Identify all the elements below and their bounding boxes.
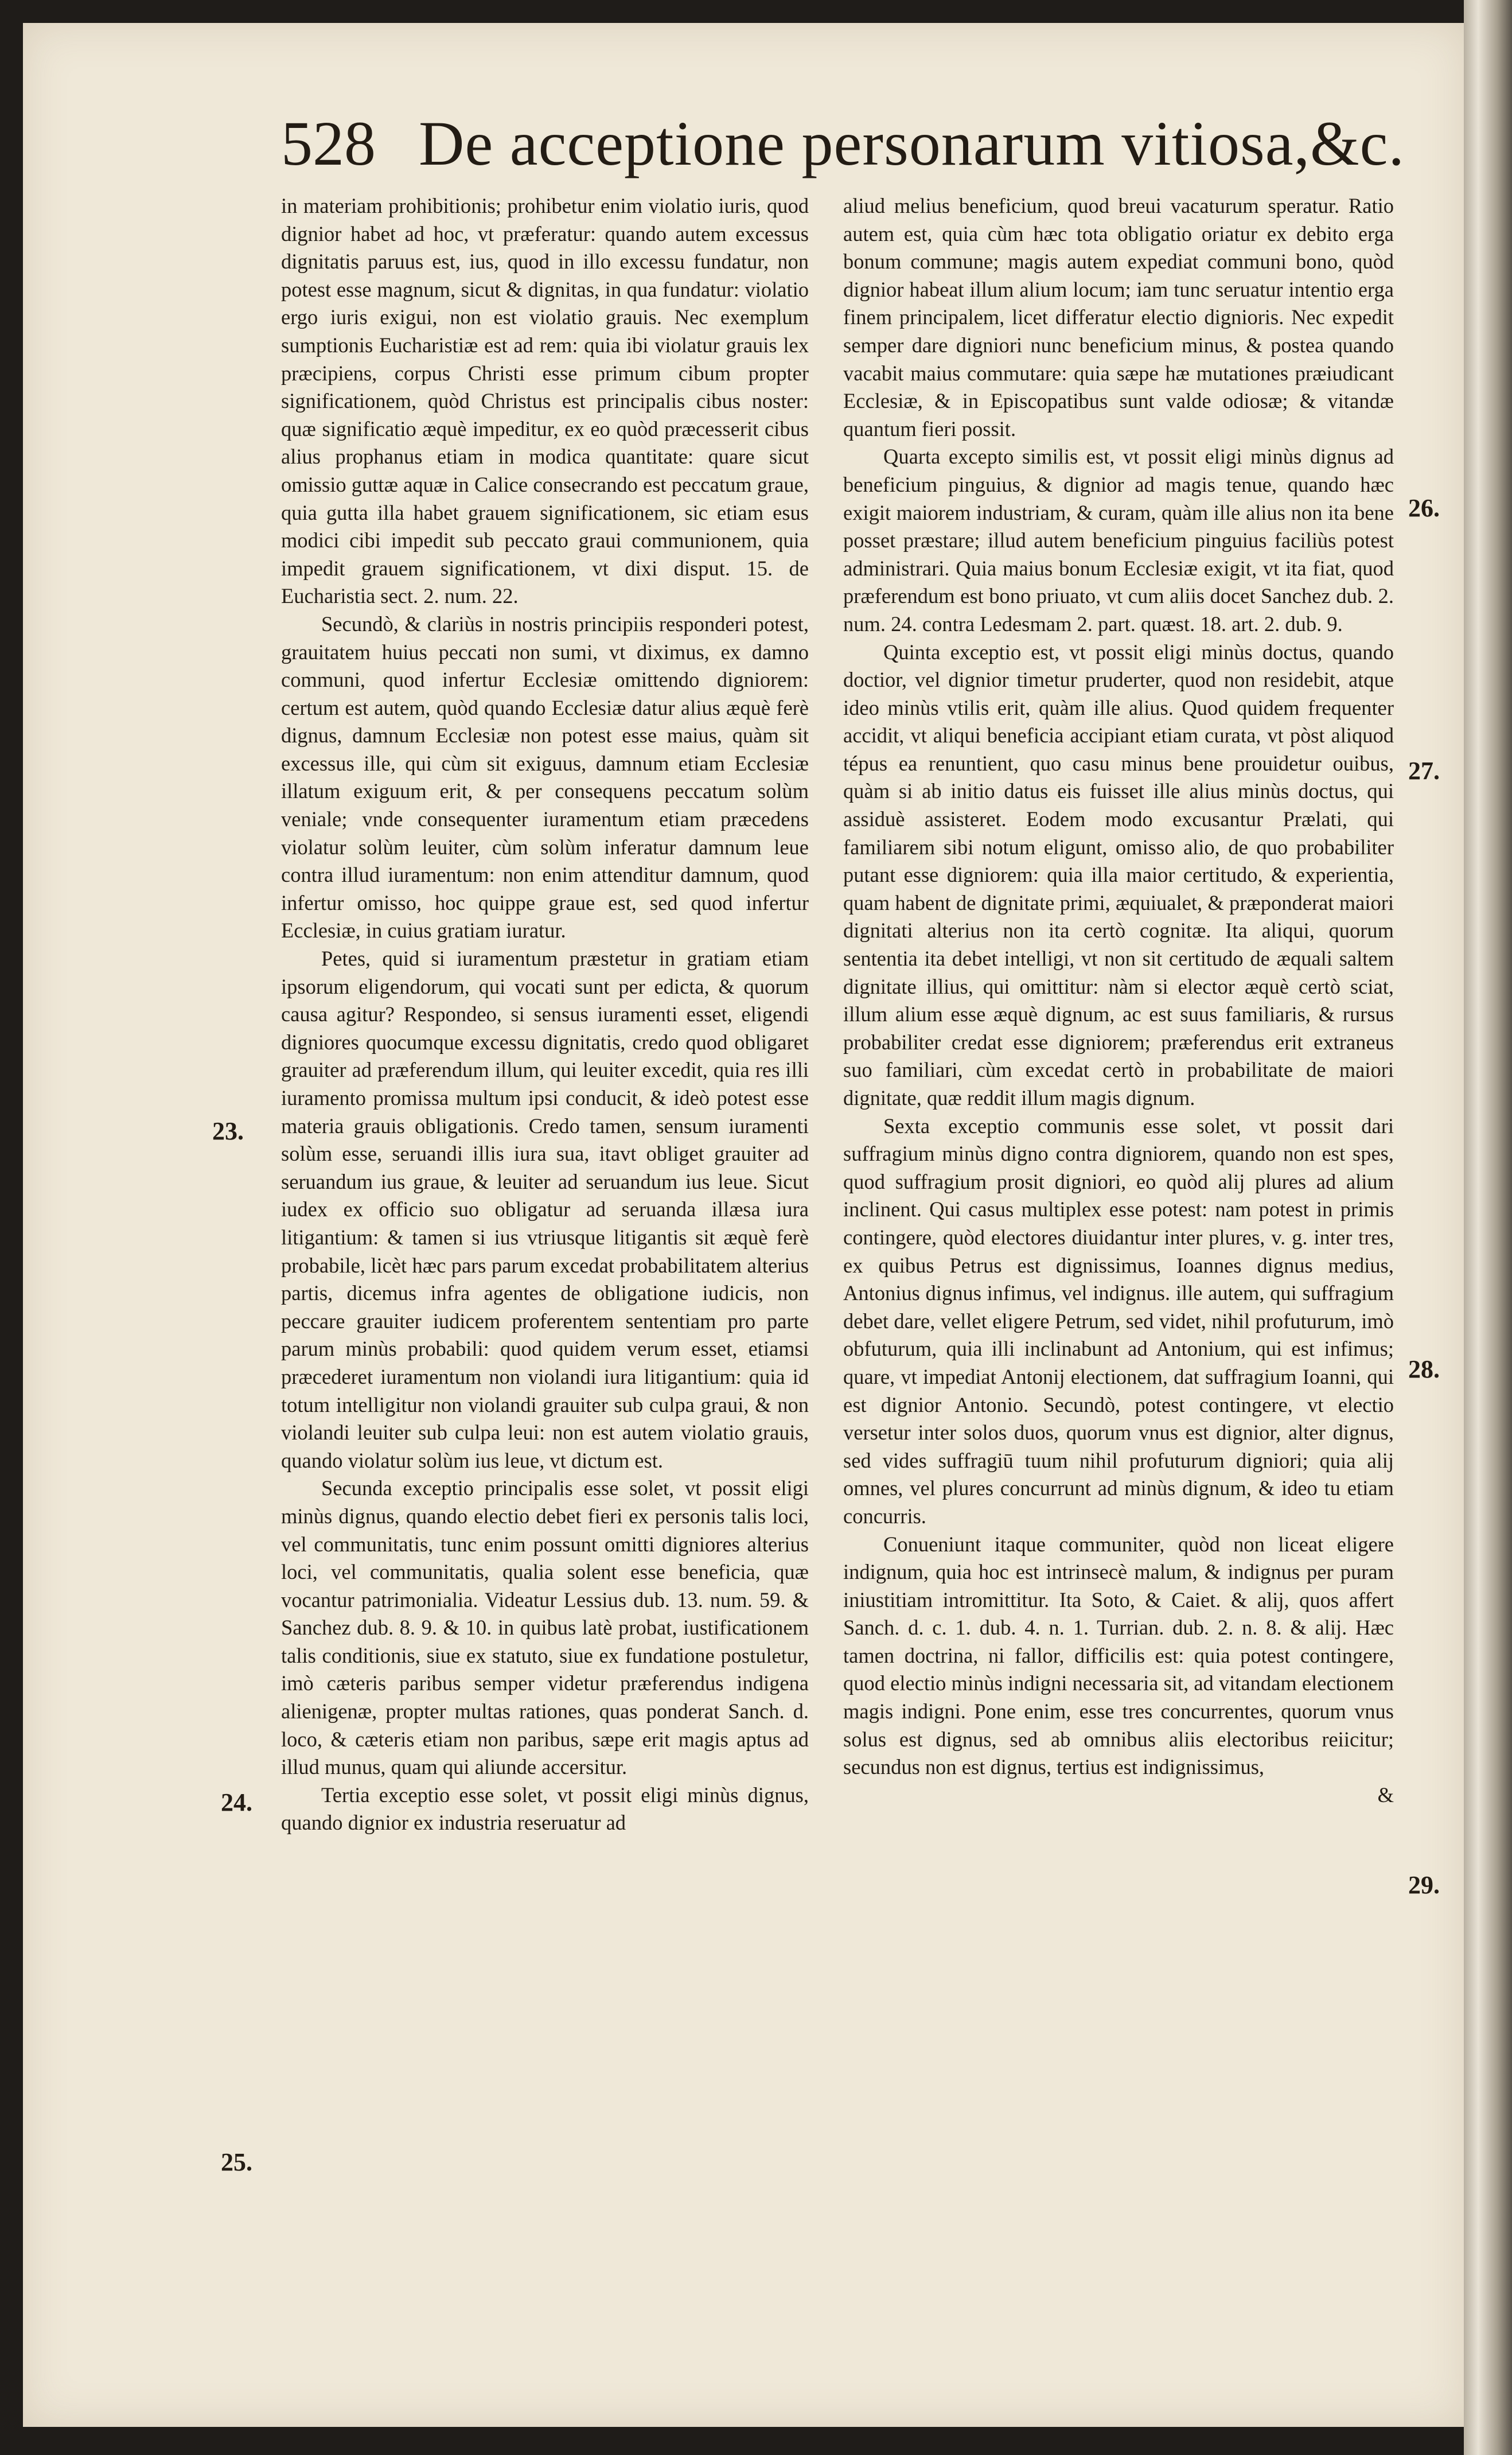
catchword: & bbox=[1377, 1783, 1394, 1807]
margin-number-29: 29. bbox=[1408, 1871, 1440, 1899]
right-paragraph-1: aliud melius beneficium, quod breui vacaturum speratur. Ratio autem est, quia cùm hæc tota obligatio oriatur ex debito erga bonum commune; magis autem expediat communi bono, quòd dignior habeat illum alium locum; iam tunc seruatur intentio erga finem principalem, licet differatur electio dignioris. Nec expedit semper dare digniori nunc beneficium minus, & postea quando vacabit maius commutare: quia sæpe hæ mutationes præiudicant Ecclesiæ, & in Episcopatibus sunt valde odiosæ; & vitandæ quantum fieri possit. bbox=[843, 194, 1394, 441]
left-paragraph-5: Tertia exceptio esse solet, vt possit eligi minùs dignus, quando dignior ex industria reseruatur ad bbox=[281, 1783, 809, 1835]
right-paragraph-2: Quarta excepto similis est, vt possit eligi minùs dignus ad beneficium pinguius, & dignior ad magis tenue, quando hæc exigit maiorem industriam, & curam, quàm ille alius non ita bene posset præstare; illud autem beneficium pinguius faciliùs potest administrari. Quia maius bonum Ecclesiæ exigit, vt ita fiat, quod præferendum est bono priuato, vt cum aliis docet Sanchez dub. 2. num. 24. contra Ledesmam 2. part. quæst. 18. art. 2. dub. 9. bbox=[843, 445, 1394, 636]
margin-number-24: 24. bbox=[221, 1788, 252, 1816]
margin-number-27: 27. bbox=[1408, 757, 1440, 785]
running-header bbox=[281, 103, 1405, 189]
margin-number-23: 23. bbox=[212, 1117, 244, 1145]
right-paragraph-5: Conueniunt itaque communiter, quòd non liceat eligere indignum, quia hoc est intrinsecè malum, & indignus per puram iniustitiam intromittitur. Ita Soto, & Caiet. & alij, quos affert Sanch. d. c. 1. dub. 4. n. 1. Turrian. dub. 2. n. 8. & alij. Hæc tamen doctrina, ni fallor, difficilis est: quia potest contingere, quod electio minùs indigni necessaria sit, ad vitandam electionem magis indigni. Pone enim, esse tres concurrentes, quorum vnus solus est dignus, sed ab omnibus aliis electoribus reiicitur; secundus non est dignus, tertius est indignissimus, bbox=[843, 1532, 1394, 1779]
running-title: De acceptione personarum vitiosa,&c. bbox=[419, 108, 1405, 178]
page-number: 528 bbox=[281, 108, 376, 178]
left-paragraph-4: Secunda exceptio principalis esse solet, vt possit eligi minùs dignus, quando electio debet fieri ex personis talis loci, vel communitatis, tunc enim possunt omitti digniores alterius loci, vel communitatis, qualia solent esse beneficia, quæ vocantur patrimonialia. Videatur Lessius dub. 13. num. 59. & Sanchez dub. 8. 9. & 10. in quibus latè probat, iustificationem talis conditionis, siue ex statuto, siue ex fundatione postuletur, imò cæteris paribus semper videtur præferendus indigena alienigenæ, propter multas rationes, quas ponderat Sanch. d. loco, & cæteris etiam non paribus, sæpe erit magis aptus ad illud munus, quam qui aliunde accersitur. bbox=[281, 1476, 809, 1779]
right-paragraph-4: Sexta exceptio communis esse solet, vt possit dari suffragium minùs digno contra digniorem, quando non est spes, quod suffragium prosit digniori, eo quòd alij plures ad alium inclinent. Qui casus multiplex esse potest: nam potest in primis contingere, quòd electores diuidantur inter plures, v. g. inter tres, ex quibus Petrus est dignissimus, Ioannes dignus medius, Antonius dignus infimus, vel indignus. ille autem, qui suffragium debet dare, vellet eligere Petrum, sed videt, nihil profuturum, imò obfuturum, quia illi inclinabunt ad Antonium, qui est infimus; quare, vt impediat Antonij electionem, dat suffragium Ioanni, qui est dignior Antonio. Secundò, potest contingere, vt electio versetur inter solos duos, quorum vnus est dignior, alter dignus, sed vides suffragiū tuum nihil profuturum digniori; quia alij omnes, vel plures concurrunt ad minùs dignum, & ideo tu etiam concurris. bbox=[843, 1114, 1394, 1528]
book-gutter bbox=[1464, 0, 1512, 2455]
left-paragraph-1: in materiam prohibitionis; prohibetur enim violatio iuris, quod dignior habet ad hoc, vt præferatur: quando autem excessus dignitatis paruus est, ius, quod in illo excessu fundatur, non potest esse magnum, sicut & dignitas, in qua fundatur: violatio ergo iuris exigui, non est violatio grauis. Nec exemplum sumptionis Eucharistiæ est ad rem: quia ibi violatur grauis lex præcipiens, corpus Christi esse primum cibum propter significationem, quòd Christus est principalis cibus noster: quæ significatio æquè impeditur, ex eo quòd præcesserit cibus alius prophanus etiam in modica quantitate: quare sicut omissio guttæ aquæ in Calice consecrando est peccatum graue, quia gutta illa habet grauem significationem, sic etiam esus modici cibi impedit sub peccato graui communionem, quia impedit grauem significationem, vt dixi disput. 15. de Eucharistia sect. 2. num. 22. bbox=[281, 194, 809, 608]
margin-number-28: 28. bbox=[1408, 1355, 1440, 1383]
margin-number-25: 25. bbox=[221, 2148, 252, 2176]
right-column bbox=[843, 192, 1394, 1809]
left-paragraph-3: Petes, quid si iuramentum præstetur in gratiam etiam ipsorum eligendorum, qui vocati sunt per edicta, & quorum causa agitur? Respondeo, si sensus iuramenti esset, eligendi digniores quocumque excessu dignitatis, credo quod obligaret grauiter ad præferendum illum, qui leuiter excedit, quia res illi iuramento promissa multum ipsi conducit, & ideò potest esse materia grauis obligationis. Credo tamen, sensum iuramenti solùm esse, seruandi illis iura sua, itavt obliget grauiter ad seruandum ius graue, & leuiter ad seruandum ius leue. Sicut iudex ex officio suo obligatur ad seruanda illæsa iura litigantium: & tamen si ius vtriusque litigantis sit æquè ferè probabile, licèt hæc pars parum excedat probabilitatem alterius partis, dicemus infra agentes de obligatione iudicis, non peccare grauiter iudicem proferentem sententiam pro parte parum minùs probabili: quod quidem verum esset, etiamsi præcederet iuramentum non violandi iura litigantium: quia id totum intelligitur non violandi grauiter sub culpa graui, & non violandi leuiter sub culpa leui: non est autem violatio grauis, quando violatur solùm ius leue, vt dictum est. bbox=[281, 947, 809, 1472]
left-paragraph-2: Secundò, & clariùs in nostris principiis responderi potest, grauitatem huius peccati non sumi, vt diximus, ex damno communi, quod infertur Ecclesiæ omittendo digniorem: certum est autem, quòd quando Ecclesiæ datur alius æquè ferè dignus, damnum Ecclesiæ non potest esse maius, quàm sit excessus ille, qui cùm sit exiguus, damnum etiam Ecclesiæ illatum exiguum erit, & per consequens peccatum solùm veniale; vnde consequenter iuramentum etiam præcedens violatur solùm leuiter, cùm solùm inferatur damnum leue contra illud iuramentum: non enim attenditur damnum, quod infertur omisso, hoc quippe graue est, sed quod infertur Ecclesiæ, in cuius gratiam iuratur. bbox=[281, 612, 809, 943]
margin-number-26: 26. bbox=[1408, 494, 1440, 522]
right-paragraph-3: Quinta exceptio est, vt possit eligi minùs doctus, quando doctior, vel dignior timetur pruderter, quod non residebit, atque ideo minùs vtilis erit, quàm ille alius. Quod quidem frequenter accidit, vt aliqui beneficia accipiant etiam curata, vt pòst aliquod tépus ea renuntient, quo casu minus bene prouidetur ouibus, quàm si ab initio datus eis fuisset ille alius minùs doctus, qui assiduè assisteret. Eodem modo excusantur Prælati, qui familiarem sibi notum eligunt, omisso alio, de quo probabiliter putant esse digniorem: quia illa maior certitudo, & experientia, quam habent de dignitate primi, æquiualet, & præponderat maiori dignitati alterius non ita certò cognitæ. Ita aliqui, quorum sententia ita debet intelligi, vt non sit certitudo de æquali saltem dignitate illius, qui omittitur: nàm si elector æquè certò sciat, illum alium esse æquè dignum, ac est suus familiaris, & rursus probabiliter credat esse digniorem; præferendus erit extraneus suo familiari, cùm excedat certò in probabilitate de maiori dignitate, quæ reddit illum magis dignum. bbox=[843, 640, 1394, 1110]
left-column bbox=[281, 192, 809, 1837]
